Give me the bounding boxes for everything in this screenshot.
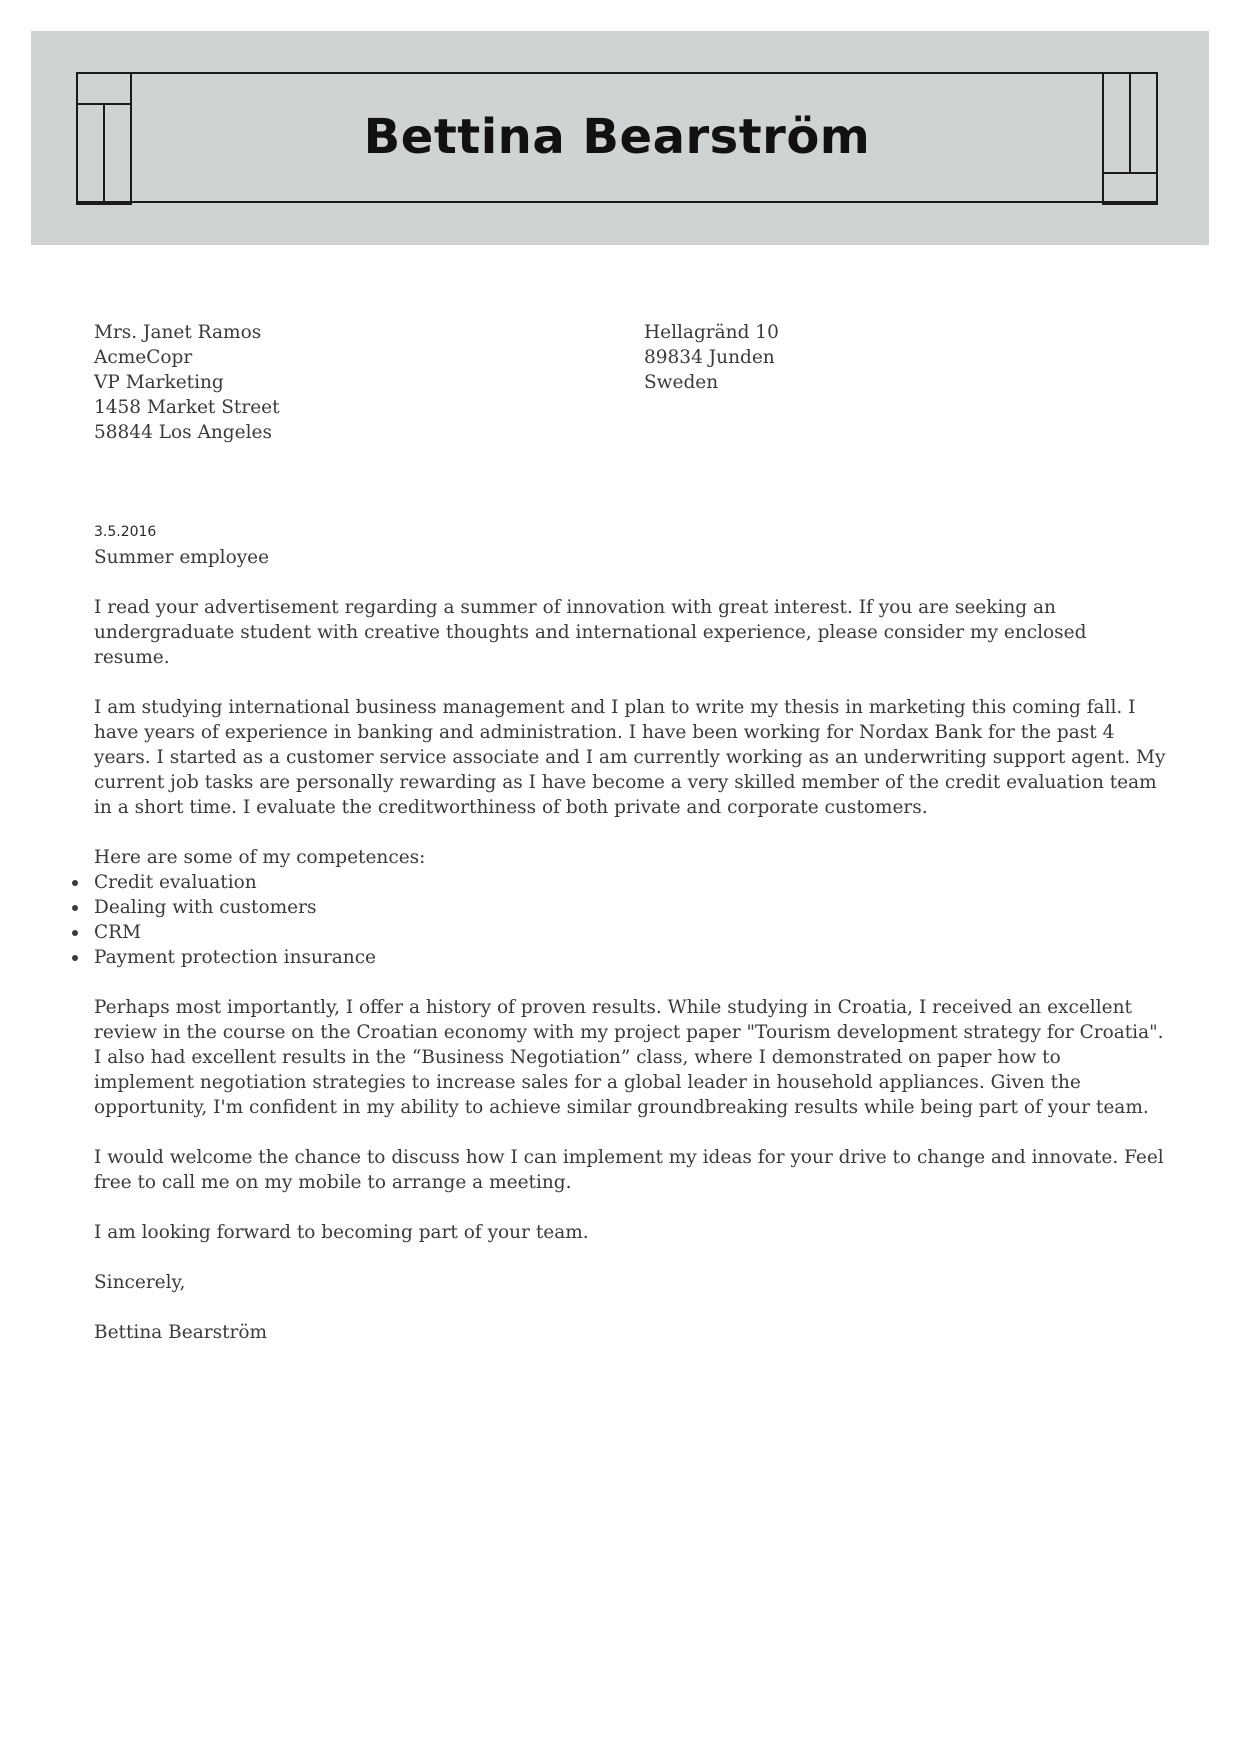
paragraph-discussion: I would welcome the chance to discuss how I can implement my ideas for your drive to change and innovate. Feel free to call me on my mobile to arrange a meeting. [94,1147,1164,1193]
competence-item: Dealing with customers [94,895,1166,920]
signature: Bettina Bearström [94,1322,268,1343]
header-frame [76,72,1158,203]
paragraph-looking-forward: I am looking forward to becoming part of your team. [94,1222,589,1243]
letter-subject: Summer employee [94,547,270,568]
recipient-line: AcmeCopr [94,347,193,368]
sender-address [644,320,779,395]
paragraph-background: I am studying international business management and I plan to write my thesis in marketing this coming fall. I have years of experience in banking and administration. I have been working for Nordax Bank for the past 4 years. I started as a customer service associate and I am currently working as an underwriting support agent. My current job tasks are personally rewarding as I have become a very skilled member of the credit evaluation team in a short time. I evaluate the creditworthiness of both private and corporate customers. [94,697,1166,818]
competences-intro: Here are some of my competences: [94,847,426,868]
paragraph-intro: I read your advertisement regarding a summer of innovation with great interest. If you are seeking an undergraduate student with creative thoughts and international experience, please consider my enclosed resume. [94,597,1087,668]
applicant-name: Bettina Bearström [363,109,871,165]
letter-date: 3.5.2016 [94,524,157,540]
competence-item: Credit evaluation [94,870,1166,895]
recipient-line: 1458 Market Street [94,397,280,418]
competences-list [94,870,1166,970]
recipient-line: VP Marketing [94,372,224,393]
sender-line: 89834 Junden [644,347,775,368]
recipient-line: 58844 Los Angeles [94,422,272,443]
paragraph-results: Perhaps most importantly, I offer a history of proven results. While studying in Croatia, I received an excellent review in the course on the Croatian economy with my project paper "Tourism development strategy for Croatia". I also had excellent results in the “Business Negotiation” class, where I demonstrated on paper how to implement negotiation strategies to increase sales for a global leader in household appliances. Given the opportunity, I'm confident in my ability to achieve similar groundbreaking results while being part of your team. [94,997,1164,1118]
sender-line: Sweden [644,372,719,393]
recipient-line: Mrs. Janet Ramos [94,322,262,343]
competence-item: Payment protection insurance [94,945,1166,970]
competence-item: CRM [94,920,1166,945]
header-band [31,31,1209,245]
sender-line: Hellagränd 10 [644,322,779,343]
recipient-address [94,320,280,445]
closing: Sincerely, [94,1272,186,1293]
letter-body [94,520,1166,1370]
